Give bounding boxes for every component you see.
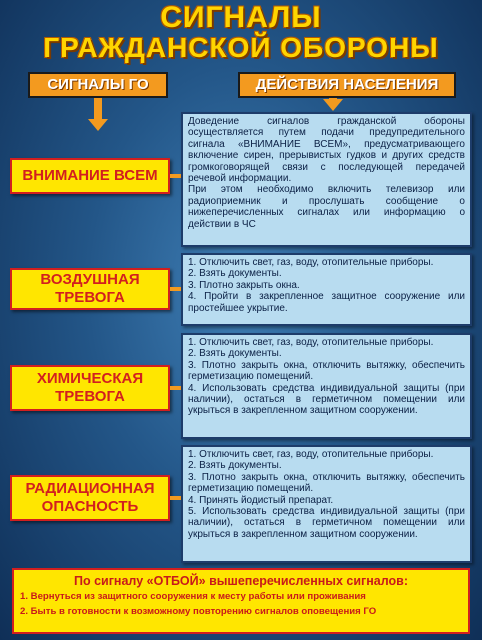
arrow-down-stem xyxy=(94,98,102,120)
arrow-down-icon xyxy=(323,99,343,111)
action-item: 4. Пройти в закрепленное защитное сооружение или простейшее укрытие. xyxy=(188,291,465,314)
connector xyxy=(170,496,181,500)
signal-air-raid xyxy=(10,268,170,310)
signal-name-line2: ТРЕВОГА xyxy=(55,388,125,405)
all-clear-item: 1. Вернуться из защитного сооружения к месту работы или проживания xyxy=(20,591,366,602)
action-item: 3. Плотно закрыть окна, отключить вытяжку, обеспечить герметизацию помещений. xyxy=(188,359,465,383)
action-text: Доведение сигналов гражданской обороны осуществляется путем подачи предупредительного сигнала «ВНИМАНИЕ ВСЕМ», предусматривающего включение сирен, прерывистых гудков и других средств громкоговорящей связи с последующей передачей речевой информации. xyxy=(188,116,465,185)
all-clear-item: 2. Быть в готовности к возможному повторению сигналов оповещения ГО xyxy=(20,606,377,617)
signals-header: СИГНАЛЫ ГО xyxy=(28,72,168,98)
connector xyxy=(170,287,181,291)
action-text: При этом необходимо включить телевизор или радиоприемник и прослушать сообщение о нижеперечисленных сигналах или информацию о действии в ЧС xyxy=(188,184,465,230)
signal-name-line1: РАДИАЦИОННАЯ xyxy=(25,480,155,497)
signal-radiation-danger xyxy=(10,475,170,521)
arrow-down-icon xyxy=(88,119,108,131)
signal-name-line2: ТРЕВОГА xyxy=(55,289,125,306)
action-item: 4. Использовать средства индивидуальной защиты (при наличии), остаться в герметичном помещении или укрыться в закрепленном защитном сооружении. xyxy=(188,382,465,417)
actions-radiation-danger xyxy=(181,445,472,563)
action-item: 2. Взять документы. xyxy=(188,348,282,360)
action-item: 3. Плотно закрыть окна. xyxy=(188,279,300,291)
action-item: 5. Использовать средства индивидуальной защиты (при наличии), остаться в герметичном помещении или укрыться в закрепленном защитном сооружении. xyxy=(188,506,465,540)
action-item: 2. Взять документы. xyxy=(188,460,282,472)
actions-chemical-alarm xyxy=(181,333,472,439)
signal-name-line1: ХИМИЧЕСКАЯ xyxy=(36,370,144,387)
signal-name: ВНИМАНИЕ ВСЕМ xyxy=(22,167,158,184)
connector xyxy=(170,174,181,178)
action-item: 3. Плотно закрыть окна, отключить вытяжку, обеспечить герметизацию помещений. xyxy=(188,471,465,495)
signal-name-line1: ВОЗДУШНАЯ xyxy=(40,271,140,288)
actions-air-raid xyxy=(181,253,472,326)
actions-attention-all xyxy=(181,112,472,247)
connector xyxy=(170,386,181,390)
all-clear-title: По сигналу «ОТБОЙ» вышеперечисленных сигналов: xyxy=(74,574,408,588)
actions-header: ДЕЙСТВИЯ НАСЕЛЕНИЯ xyxy=(238,72,456,98)
all-clear-panel xyxy=(12,568,470,634)
action-item: 2. Взять документы. xyxy=(188,268,282,280)
action-item: 4. Принять йодистый препарат. xyxy=(188,494,334,506)
poster-title-line2: ГРАЖДАНСКОЙ ОБОРОНЫ xyxy=(43,32,439,63)
action-item: 1. Отключить свет, газ, воду, отопительные приборы. xyxy=(188,337,434,348)
signal-chemical-alarm xyxy=(10,365,170,411)
signal-attention-all xyxy=(10,158,170,194)
action-item: 1. Отключить свет, газ, воду, отопительные приборы. xyxy=(188,257,434,268)
signal-name-line2: ОПАСНОСТЬ xyxy=(41,498,139,515)
action-item: 1. Отключить свет, газ, воду, отопительные приборы. xyxy=(188,449,434,460)
poster-title-line1: СИГНАЛЫ xyxy=(160,1,322,34)
